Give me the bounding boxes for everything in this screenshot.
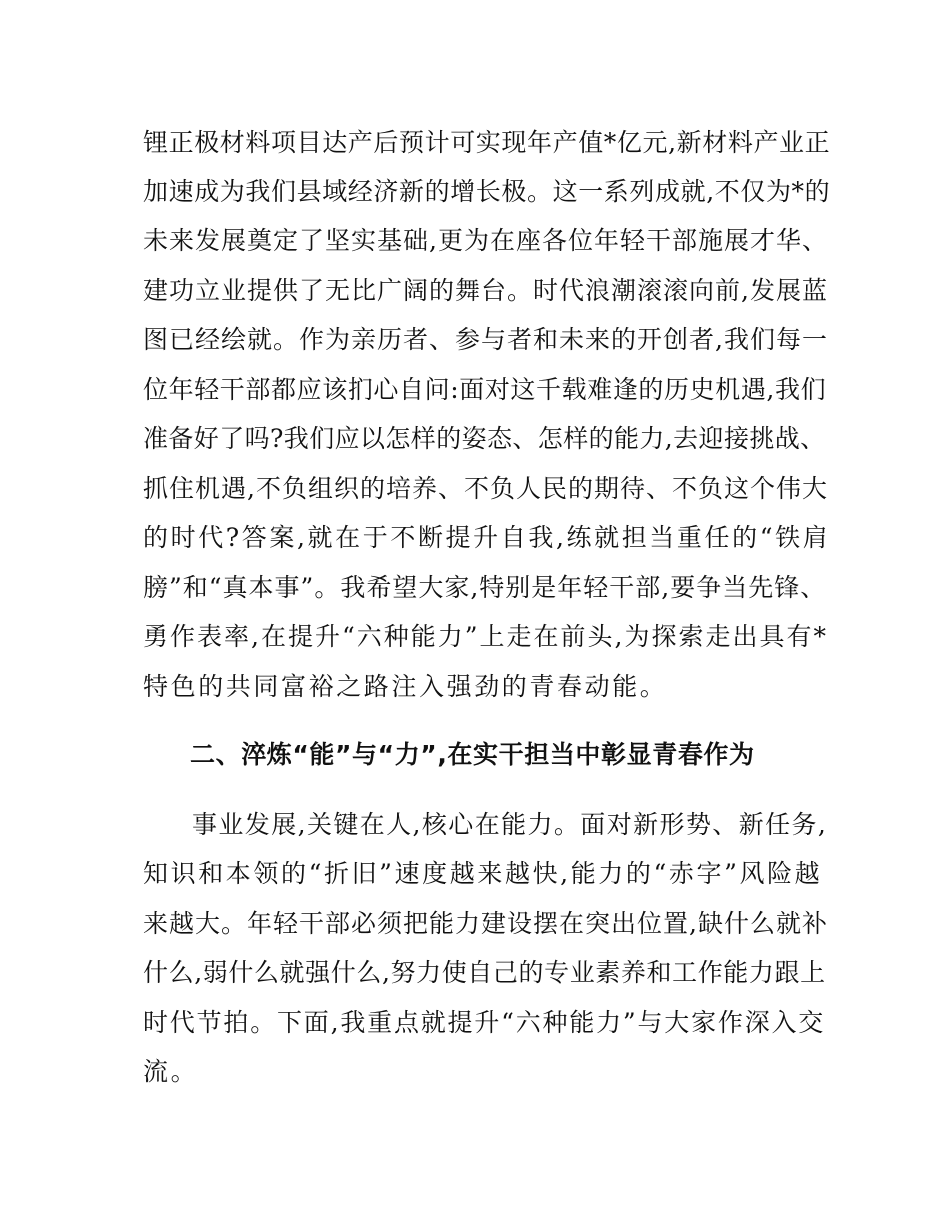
- paragraph-line: 位年轻干部都应该扪心自问:面对这千载难逢的历史机遇,我们: [143, 375, 827, 404]
- paragraph-line: 未来发展奠定了坚实基础,更为在座各位年轻干部施展才华、: [143, 226, 828, 255]
- paragraph-line: 加速成为我们县域经济新的增长极。这一系列成就,不仅为*的: [143, 177, 831, 206]
- paragraph-line: 什么,弱什么就强什么,努力使自己的专业素养和工作能力跟上: [143, 958, 826, 987]
- paragraph-line: 事业发展,关键在人,核心在能力。面对新形势、新任务,: [192, 810, 828, 839]
- paragraph-line: 特色的共同富裕之路注入强劲的青春动能。: [143, 672, 668, 701]
- paragraph-line: 建功立业提供了无比广阔的舞台。时代浪潮滚滚向前,发展蓝: [143, 276, 828, 305]
- section-heading: 二、淬炼“能”与“力”,在实干担当中彰显青春作为: [190, 740, 755, 769]
- paragraph-line: 图已经绘就。作为亲历者、参与者和未来的开创者,我们每一: [143, 325, 828, 354]
- paragraph-line: 膀”和“真本事”。我希望大家,特别是年轻干部,要争当先锋、: [143, 573, 827, 602]
- paragraph-line: 勇作表率,在提升“六种能力”上走在前头,为探索走出具有*: [143, 622, 828, 651]
- paragraph-line: 锂正极材料项目达产后预计可实现年产值*亿元,新材料产业正: [143, 128, 831, 157]
- paragraph-line: 时代节拍。下面,我重点就提升“六种能力”与大家作深入交: [143, 1008, 826, 1037]
- paragraph-line: 知识和本领的“折旧”速度越来越快,能力的“赤字”风险越: [143, 859, 823, 888]
- paragraph-line: 的时代?答案,就在于不断提升自我,练就担当重任的“铁肩: [143, 523, 831, 552]
- paragraph-line: 来越大。年轻干部必须把能力建设摆在突出位置,缺什么就补: [143, 909, 828, 938]
- paragraph-line: 抓住机遇,不负组织的培养、不负人民的期待、不负这个伟大: [143, 474, 828, 503]
- paragraph-line: 准备好了吗?我们应以怎样的姿态、怎样的能力,去迎接挑战、: [143, 424, 826, 453]
- paragraph-line: 流。: [143, 1057, 199, 1086]
